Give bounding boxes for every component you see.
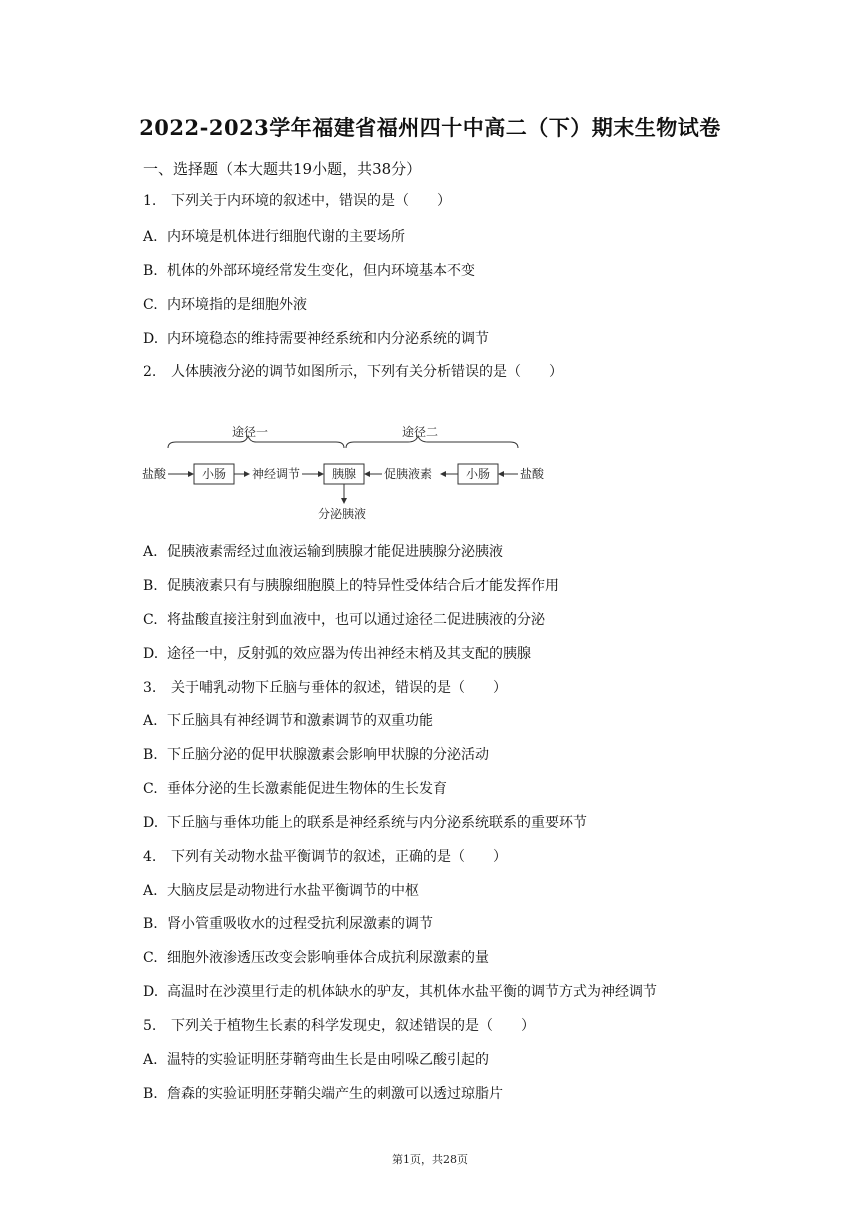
option-letter: D. [143,331,159,347]
option-text: 机体的外部环境经常发生变化，但内环境基本不变 [167,263,475,279]
path1-label: 途径一 [232,425,269,439]
question-4 [143,846,507,866]
option-text: 促胰液素只有与胰腺细胞膜上的特异性受体结合后才能发挥作用 [167,578,559,594]
path2-label: 途径二 [402,425,439,439]
acid-left-label: 盐酸 [142,467,167,481]
option-text: 将盐酸直接注射到血液中，也可以通过途径二促进胰液的分泌 [167,612,545,628]
secretin-label: 促胰液素 [384,467,433,481]
option-text: 促胰液素需经过血液运输到胰腺才能促进胰腺分泌胰液 [167,544,503,560]
option-letter: A. [143,713,158,729]
neural-regulation-label: 神经调节 [252,467,301,481]
page-title: 2022-2023学年福建省福州四十中高二（下）期末生物试卷 [139,115,721,140]
option-text: 下丘脑具有神经调节和激素调节的双重功能 [167,713,433,729]
option-letter: B. [143,263,158,279]
question-number: 1. [143,193,157,209]
q3-option-a [143,710,433,730]
question-number: 3. [143,680,157,696]
q1-option-c [143,294,307,314]
option-text: 内环境是机体进行细胞代谢的主要场所 [167,229,405,245]
option-letter: D. [143,984,159,1000]
option-letter: B. [143,916,158,932]
option-letter: A. [143,1052,158,1068]
q4-option-a [143,880,419,900]
q5-option-b [143,1083,503,1103]
option-text: 内环境稳态的维持需要神经系统和内分泌系统的调节 [167,331,489,347]
small-intestine-left-label: 小肠 [202,467,227,481]
question-3 [143,677,507,697]
option-text: 大脑皮层是动物进行水盐平衡调节的中枢 [167,883,419,899]
q1-option-a [143,226,405,246]
question-stem: 下列关于植物生长素的科学发现史，叙述错误的是（ ） [171,1018,535,1034]
option-text: 温特的实验证明胚芽鞘弯曲生长是由吲哚乙酸引起的 [167,1052,489,1068]
q2-option-c [143,609,545,629]
option-letter: D. [143,646,159,662]
option-letter: A. [143,883,158,899]
q1-option-d [143,328,489,348]
option-letter: B. [143,578,158,594]
q2-option-b [143,575,559,595]
q3-option-b [143,744,489,764]
option-text: 途径一中，反射弧的效应器为传出神经末梢及其支配的胰腺 [167,646,531,662]
q4-option-b [143,913,433,933]
question-number: 4. [143,849,157,865]
question-stem: 下列有关动物水盐平衡调节的叙述，正确的是（ ） [171,849,507,865]
question-5 [143,1015,535,1035]
option-letter: A. [143,544,158,560]
q4-option-c [143,947,489,967]
option-text: 下丘脑分泌的促甲状腺激素会影响甲状腺的分泌活动 [167,747,489,763]
page-footer: 第1页，共28页 [392,1153,468,1166]
secrete-pancreatic-juice-label: 分泌胰液 [318,507,367,521]
q2-option-a [143,541,503,561]
acid-right-label: 盐酸 [520,467,545,481]
option-letter: C. [143,781,158,797]
question-number: 2. [143,364,157,380]
option-letter: C. [143,950,158,966]
q1-option-b [143,260,475,280]
option-text: 下丘脑与垂体功能上的联系是神经系统与内分泌系统联系的重要环节 [167,815,587,831]
option-text: 肾小管重吸收水的过程受抗利尿激素的调节 [167,916,433,932]
option-letter: C. [143,612,158,628]
option-text: 内环境指的是细胞外液 [167,297,307,313]
option-letter: D. [143,815,159,831]
option-text: 细胞外液渗透压改变会影响垂体合成抗利尿激素的量 [167,950,489,966]
question-stem: 下列关于内环境的叙述中，错误的是（ ） [171,193,451,209]
option-text: 高温时在沙漠里行走的机体缺水的驴友，其机体水盐平衡的调节方式为神经调节 [167,984,657,1000]
q3-option-d [143,812,587,832]
question-1 [143,190,451,210]
small-intestine-right-label: 小肠 [466,467,491,481]
question-stem: 关于哺乳动物下丘脑与垂体的叙述，错误的是（ ） [171,680,507,696]
question-stem: 人体胰液分泌的调节如图所示，下列有关分析错误的是（ ） [171,364,563,380]
question-2 [143,361,563,381]
question-number: 5. [143,1018,157,1034]
option-letter: B. [143,1086,158,1102]
pancreas-label: 胰腺 [332,467,357,481]
option-text: 垂体分泌的生长激素能促进生物体的生长发育 [167,781,447,797]
q3-option-c [143,778,447,798]
option-letter: B. [143,747,158,763]
q5-option-a [143,1049,489,1069]
option-text: 詹森的实验证明胚芽鞘尖端产生的刺激可以透过琼脂片 [167,1086,503,1102]
q4-option-d [143,981,657,1001]
option-letter: C. [143,297,158,313]
pancreas-regulation-diagram [140,424,560,524]
option-letter: A. [143,229,158,245]
q2-option-d [143,643,531,663]
section-heading: 一、选择题（本大题共19小题，共38分） [143,160,422,178]
